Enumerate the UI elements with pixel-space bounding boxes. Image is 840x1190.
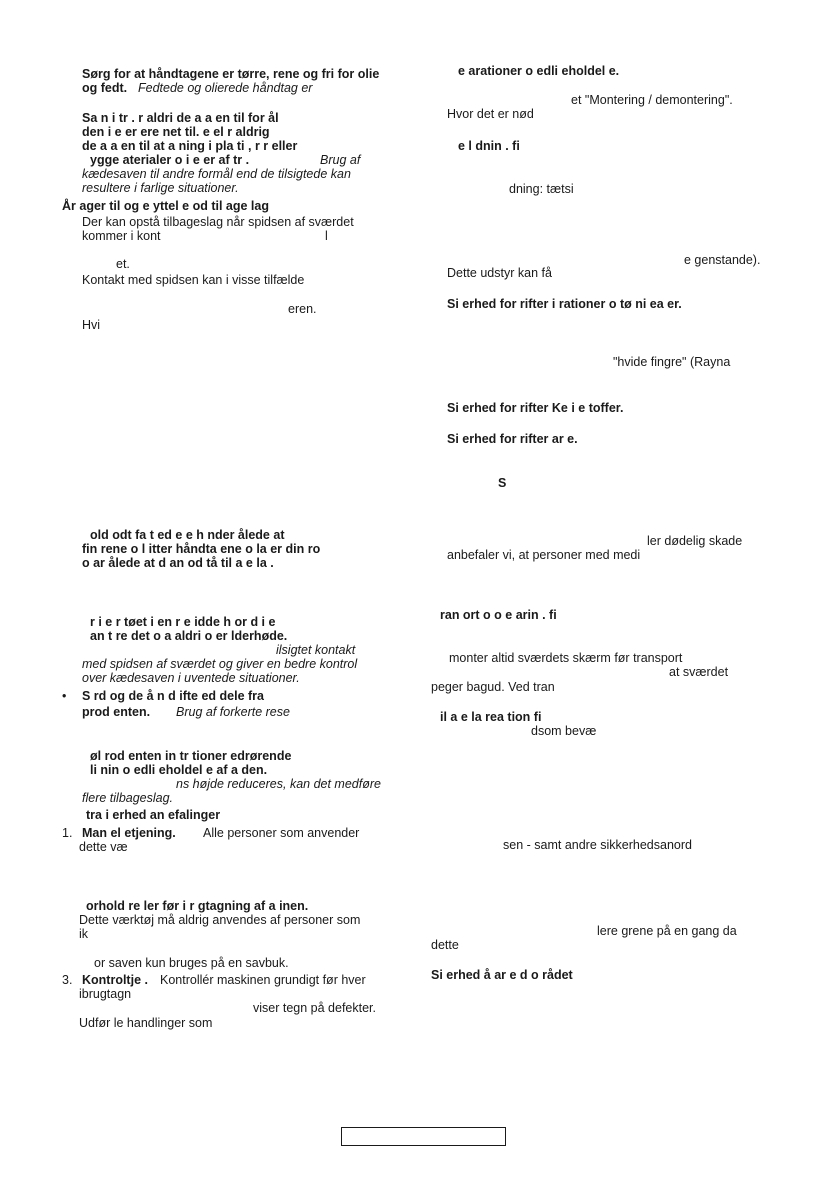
text-line: r i e r tøet i en r e idde h or d i e [90, 615, 276, 629]
text-line: li nin o edli eholdel e af a den. [90, 763, 268, 777]
text-line: at sværdet [669, 665, 729, 679]
section-heading: ran ort o o e arin . fi [440, 608, 557, 622]
text-line: de a a en til at a ning i pla ti , r r eller [82, 139, 298, 153]
text-line: Sa n i tr . r aldri de a a en til for ål [82, 111, 279, 125]
text-line: anbefaler vi, at personer med medi [447, 548, 641, 562]
text-line: den i e er ere net til. e el r aldrig [82, 125, 270, 139]
text-line: orhold re ler før i r gtagning af a inen. [86, 899, 309, 913]
list-number: 3. [62, 973, 73, 987]
text-line: sen - samt andre sikkerhedsanord [503, 838, 692, 852]
list-number: 1. [62, 826, 73, 840]
bullet: • [62, 689, 67, 703]
text-line: o ar ålede at d an od tå til a e la . [82, 556, 274, 570]
section-heading: Si erhed for rifter i rationer o tø ni ea er. [447, 297, 682, 311]
text-line: monter altid sværdets skærm før transport [449, 651, 683, 665]
text-line: eren. [288, 302, 317, 316]
text-line: peger bagud. Ved tran [431, 680, 555, 694]
text-line: or saven kun bruges på en savbuk. [94, 956, 289, 970]
text-line: ygge aterialer o i e er af tr . [90, 153, 250, 167]
section-heading: Si erhed for rifter Ke i e toffer. [447, 401, 624, 415]
text-line: e genstande). [684, 253, 761, 267]
text-line: dette væ [79, 840, 128, 854]
text-line: Hvi [82, 318, 101, 332]
page-footer-box [341, 1127, 506, 1146]
text-line: Der kan opstå tilbageslag når spidsen af sværdet [82, 215, 354, 229]
text-line: Kontakt med spidsen kan i visse tilfælde [82, 273, 305, 287]
text-line: dette [431, 938, 459, 952]
text-line: dsom bevæ [531, 724, 597, 738]
text-line: l [325, 229, 328, 243]
text-line: Brug af forkerte rese [176, 705, 290, 719]
text-line: ibrugtagn [79, 987, 132, 1001]
text-line: flere tilbageslag. [82, 791, 174, 805]
text-line: Fedtede og olierede håndtag er [138, 81, 313, 95]
text-line: Alle personer som anvender [203, 826, 360, 840]
text-line: Sørg for at håndtagene er tørre, rene og fri for olie [82, 67, 380, 81]
text-line: Hvor det er nød [447, 107, 534, 121]
text-line: kommer i kont [82, 229, 161, 243]
section-heading: Si erhed å ar e d o rådet [431, 968, 573, 982]
text-line: ik [79, 927, 89, 941]
text-line: ns højde reduceres, kan det medføre [176, 777, 381, 791]
text-line: fin rene o l itter håndta ene o la er din ro [82, 542, 321, 556]
section-heading: e arationer o edli eholdel e. [458, 64, 620, 78]
text-line: an t re det o a aldri o er lderhøde. [90, 629, 288, 643]
text-line: viser tegn på defekter. [253, 1001, 376, 1015]
text-line: et "Montering / demontering". [571, 93, 733, 107]
text-line: kædesaven til andre formål end de tilsigtede kan [82, 167, 351, 181]
section-heading: År ager til og e yttel e od til age lag [62, 199, 269, 213]
text-line: Brug af [320, 153, 361, 167]
text-line: dning: tætsi [509, 182, 574, 196]
text-line: Dette udstyr kan få [447, 266, 552, 280]
section-heading: Si erhed for rifter ar e. [447, 432, 578, 446]
text-line: S rd og de å n d ifte ed dele fra [82, 689, 264, 703]
section-heading: e l dnin . fi [458, 139, 520, 153]
text-line: øl rod enten in tr tioner edrørende [90, 749, 292, 763]
section-heading: tra i erhed an efalinger [86, 808, 221, 822]
section-heading: il a e la rea tion fi [440, 710, 542, 724]
text-line: old odt fa t ed e e h nder ålede at [90, 528, 285, 542]
section-heading: S [498, 476, 507, 490]
text-line: lere grene på en gang da [597, 924, 737, 938]
text-line: ler dødelig skade [647, 534, 743, 548]
text-line: Dette værktøj må aldrig anvendes af personer som [79, 913, 361, 927]
text-line: prod enten. [82, 705, 151, 719]
text-line: Udfør le handlinger som [79, 1016, 213, 1030]
text-line: ilsigtet kontakt [276, 643, 356, 657]
text-line: med spidsen af sværdet og giver en bedre kontrol [82, 657, 358, 671]
text-line: og fedt. [82, 81, 128, 95]
text-line: et. [116, 257, 130, 271]
text-line: Kontrollér maskinen grundigt før hver [160, 973, 366, 987]
text-line: "hvide fingre" (Rayna [613, 355, 731, 369]
text-line: resultere i farlige situationer. [82, 181, 239, 195]
text-line: Kontroltje . [82, 973, 148, 987]
text-line: over kædesaven i uventede situationer. [82, 671, 300, 685]
text-line: Man el etjening. [82, 826, 176, 840]
